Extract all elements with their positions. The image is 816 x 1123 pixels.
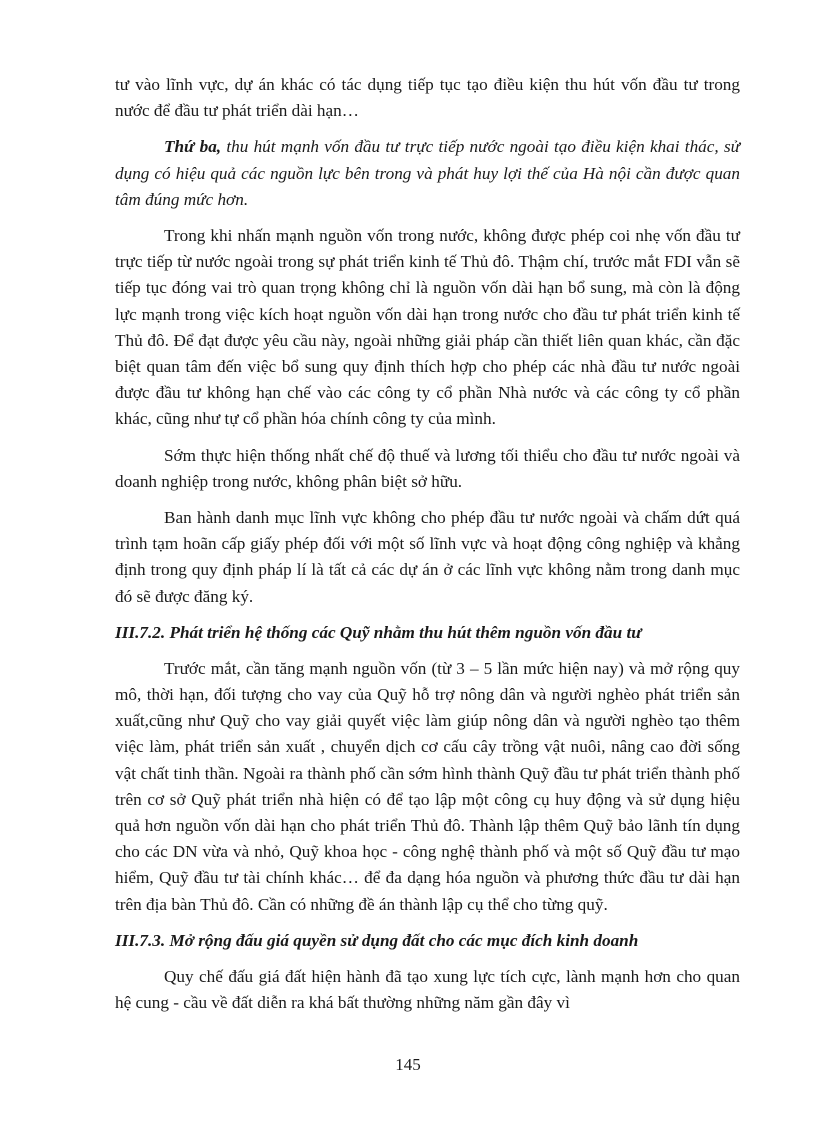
paragraph-third-point-text: thu hút mạnh vốn đầu tư trực tiếp nước ngoài tạo điều kiện khai thác, sử dụng có hiệu quả các nguồn lực bên trong và phát huy lợi thế của Hà nội cần được quan tâm đúng mức hơn. — [115, 137, 741, 209]
section-heading-land-auction: III.7.3. Mở rộng đấu giá quyền sử dụng đất cho các mục đích kinh doanh — [115, 930, 639, 950]
section-heading-funds: III.7.2. Phát triển hệ thống các Quỹ nhằm thu hút thêm nguồn vốn đầu tư — [115, 622, 642, 642]
document-page — [115, 72, 740, 1072]
paragraph-sector-list: Ban hành danh mục lĩnh vực không cho phép đầu tư nước ngoài và chấm dứt quá trình tạm hoãn cấp giấy phép đối với một số lĩnh vực và hoạt động công nghiệp và khẳng định trong quy định pháp lí là tất cả các dự án ở các lĩnh vực không nằm trong danh mục đó sẽ được đăng ký. — [115, 508, 740, 606]
paragraph-land-auction: Quy chế đấu giá đất hiện hành đã tạo xung lực tích cực, lành mạnh hơn cho quan hệ cung - cầu về đất diễn ra khá bất thường những năm gần đây vì — [115, 966, 740, 1013]
page-number: 145 — [395, 1055, 421, 1074]
paragraph-continuation: tư vào lĩnh vực, dự án khác có tác dụng tiếp tục tạo điều kiện thu hút vốn đầu tư trong nước để đầu tư phát triển dài hạn… — [115, 75, 740, 121]
paragraph-lead-label: Thứ ba, — [164, 137, 222, 157]
paragraph-third-point — [115, 134, 740, 213]
paragraph-fdi: Trong khi nhấn mạnh nguồn vốn trong nước, không được phép coi nhẹ vốn đầu tư trực tiếp từ nước ngoài trong sự phát triển kinh tế Thủ đô. Thậm chí, trước mắt FDI vẫn sẽ tiếp tục đóng vai trò quan trọng không chỉ là nguồn vốn dài hạn bổ sung, mà còn là động lực mạnh trong việc kích hoạt nguồn vốn dài hạn trong nước cho đầu tư phát triển kinh tế Thủ đô. Để đạt được yêu cầu này, ngoài những giải pháp cần thiết liên quan khác, cần đặc biệt quan tâm đến việc bổ sung quy định thích hợp cho phép các nhà đầu tư nước ngoài được đầu tư không hạn chế vào các công ty cổ phần Nhà nước và các công ty cổ phần khác, cũng như tự cổ phần hóa chính công ty của mình. — [115, 226, 740, 429]
paragraph-funds: Trước mắt, cần tăng mạnh nguồn vốn (từ 3 – 5 lần mức hiện nay) và mở rộng quy mô, thời hạn, đối tượng cho vay của Quỹ hỗ trợ nông dân và người nghèo phát triển sản xuất,cũng như Quỹ cho vay giải quyết việc làm giúp nông dân và người nghèo tạo thêm việc làm, phát triển sản xuất , chuyển dịch cơ cấu cây trồng vật nuôi, nâng cao đời sống vật chất tinh thần. Ngoài ra thành phố cần sớm hình thành Quỹ đầu tư phát triển thành phố trên cơ sở Quỹ phát triển nhà hiện có để tạo lập một công cụ huy động và sử dụng hiệu quả hơn nguồn vốn dài hạn cho phát triển Thủ đô. Thành lập thêm Quỹ bảo lãnh tín dụng cho các DN vừa và nhỏ, Quỹ khoa học - công nghệ thành phố và một số Quỹ đầu tư mạo hiểm, Quỹ đầu tư tài chính khác… để đa dạng hóa nguồn và phương thức đầu tư dài hạn trên địa bàn Thủ đô. Cần có những đề án thành lập cụ thể cho từng quỹ. — [115, 658, 740, 914]
paragraph-tax-unification: Sớm thực hiện thống nhất chế độ thuế và lương tối thiểu cho đầu tư nước ngoài và doanh nghiệp trong nước, không phân biệt sở hữu. — [115, 445, 740, 491]
